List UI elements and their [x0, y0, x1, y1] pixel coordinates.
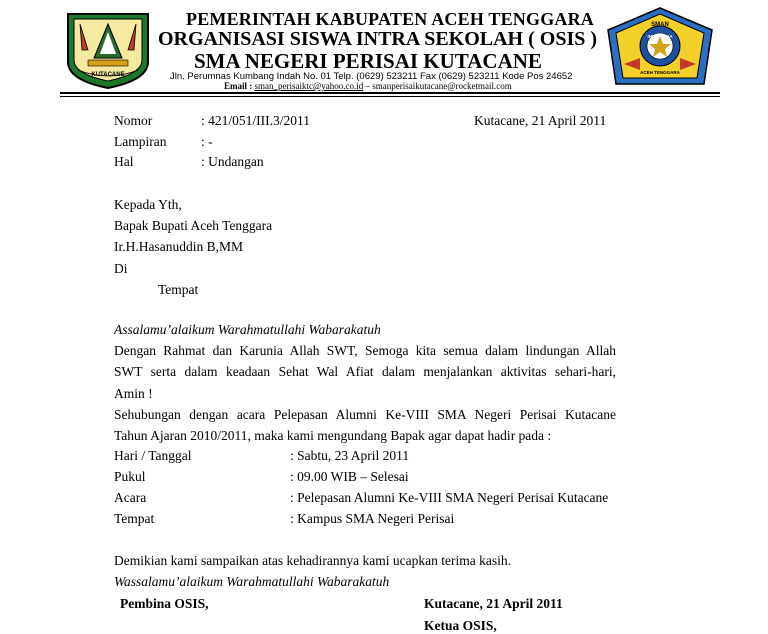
right-logo-mid-text: INDONESIA	[647, 34, 673, 39]
recipient-place: Tempat	[158, 282, 199, 297]
header-school-line: SMA NEGERI PERISAI KUTACANE	[194, 49, 542, 73]
email-label: Email :	[224, 81, 255, 91]
right-logo-top-text: SMAN	[651, 22, 669, 28]
school-emblem-logo	[604, 6, 716, 92]
signature-date: Kutacane, 21 April 2011	[424, 596, 563, 611]
paragraph-1-line-2: SWT serta dalam keadaan Sehat Wal Afiat dalam menjalankan aktivitas sehari-hari,	[114, 364, 616, 379]
detail-label-event: Acara	[114, 490, 147, 505]
detail-value-venue: : Kampus SMA Negeri Perisai	[290, 511, 455, 526]
detail-value-date: : Sabtu, 23 April 2011	[290, 448, 410, 463]
recipient-name: Ir.H.Hasanuddin B,MM	[114, 239, 243, 254]
email-link-rocketmail[interactable]: smanperisaikutacane@rocketmail.com	[372, 81, 512, 91]
paragraph-2-line-2: Tahun Ajaran 2010/2011, maka kami mengundang Bapak agar dapat hadir pada :	[114, 428, 552, 443]
recipient-title: Bapak Bupati Aceh Tenggara	[114, 218, 273, 233]
right-logo-bottom-text: ACEH TENGGARA	[640, 70, 680, 75]
recipient-di: Di	[114, 261, 128, 276]
detail-label-time: Pukul	[114, 469, 146, 484]
paragraph-1-line-1: Dengan Rahmat dan Karunia Allah SWT, Semoga kita semua dalam lindungan Allah	[114, 343, 616, 358]
letter-date: Kutacane, 21 April 2011	[474, 113, 607, 128]
hal-label: Hal	[114, 154, 134, 169]
signature-chairman-title: Ketua OSIS,	[424, 618, 497, 633]
paragraph-2-line-1: Sehubungan dengan acara Pelepasan Alumni Ke-VIII SMA Negeri Perisai Kutacane	[114, 407, 616, 422]
header-email-line	[224, 81, 512, 91]
header-organization-line: ORGANISASI SISWA INTRA SEKOLAH ( OSIS )	[158, 28, 598, 50]
recipient-greeting: Kepada Yth,	[114, 197, 182, 212]
header-divider-thick	[60, 92, 720, 94]
opening-salutation: Assalamu’alaikum Warahmatullahi Wabarakatuh	[114, 322, 381, 337]
hal-value: : Undangan	[201, 154, 264, 169]
paragraph-1-line-3: Amin !	[114, 386, 153, 401]
nomor-label: Nomor	[114, 113, 153, 128]
lampiran-value: : -	[201, 134, 213, 149]
nomor-value: : 421/051/III.3/2011	[201, 113, 310, 128]
aceh-tenggara-emblem-logo	[58, 10, 158, 90]
detail-label-venue: Tempat	[114, 511, 155, 526]
closing-salutation: Wassalamu’alaikum Warahmatullahi Wabarakatuh	[114, 574, 390, 589]
detail-value-event: : Pelepasan Alumni Ke-VIII SMA Negeri Perisai Kutacane	[290, 490, 609, 505]
detail-value-time: : 09.00 WIB – Selesai	[290, 469, 409, 484]
email-separator: –	[363, 81, 373, 91]
header-government-line: PEMERINTAH KABUPATEN ACEH TENGGARA	[186, 9, 595, 29]
lampiran-label: Lampiran	[114, 134, 167, 149]
left-logo-text: KUTACANE	[91, 72, 125, 78]
closing-thanks: Demikian kami sampaikan atas kehadirannya kami ucapkan terima kasih.	[114, 553, 511, 568]
signature-advisor-title: Pembina OSIS,	[120, 596, 209, 611]
email-link-yahoo[interactable]: sman_perisaiktc@yahoo.co.id	[254, 81, 364, 91]
header-address: Jln. Perumnas Kumbang Indah No. 01 Telp. (0629) 523211 Fax (0629) 523211 Kode Pos 24652	[170, 71, 573, 82]
detail-label-date: Hari / Tanggal	[114, 448, 192, 463]
header-divider-thin	[60, 96, 720, 97]
